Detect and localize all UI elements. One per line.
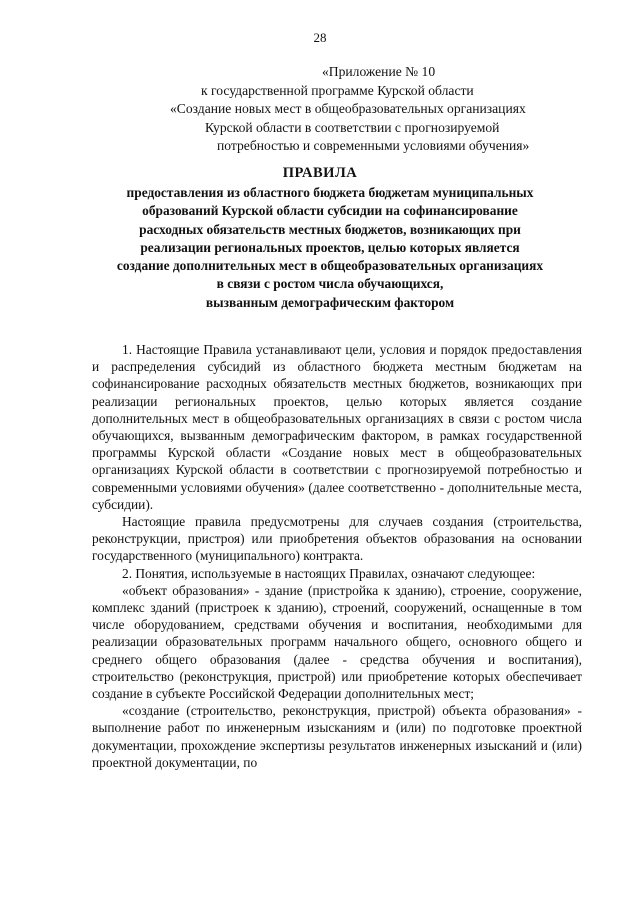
paragraph: 2. Понятия, используемые в настоящих Правилах, означают следующее: <box>122 565 536 581</box>
paragraph: Настоящие правила предусмотрены для случаев создания (строительства, реконструкции, пристроя) или приобретения объектов образования на основании государственного (муниципального) контракта. <box>92 514 582 564</box>
subtitle-line: реализации региональных проектов, целью которых является <box>140 239 520 255</box>
paragraph: «объект образования» - здание (пристройка к зданию), строение, сооружение, комплекс зданий (пристроек к зданию), строений, сооружений, оснащенные в том числе оборудованием, средствами обучения и воспитания, необходимыми для реализации образовательных программ начального общего, основного общего и среднего общего образования (далее - средства обучения и воспитания), строительство (реконструкция, пристрой) или приобретение которых обеспечивает создание в субъекте Российской Федерации дополнительных мест; <box>92 582 582 702</box>
page-number: 28 <box>313 30 327 45</box>
appendix-line: Курской области в соответствии с прогнозируемой <box>205 119 500 135</box>
subtitle-line: создание дополнительных мест в общеобразовательных организациях <box>116 258 544 274</box>
paragraph: 1. Настоящие Правила устанавливают цели, условия и порядок предоставления и распределения субсидий из областного бюджета местным бюджетам на софинансирование расходных обязательств местных бюджетов, возникающих при реализации региональных проектов, целью которых является создание дополнительных мест в общеобразовательных организациях в связи с ростом числа обучающихся, вызванным демографическим фактором, в рамках государственной программы Курской области «Создание новых мест в общеобразовательных организациях Курской области в соответствии с прогнозируемой потребностью и современными условиями обучения» (далее соответственно - дополнительные места, субсидии). <box>92 342 582 512</box>
appendix-line: «Приложение № 10 <box>322 64 436 79</box>
subtitle-line: в связи с ростом числа обучающихся, <box>216 276 444 292</box>
paragraph: «создание (строительство, реконструкция, пристрой) объекта образования» - выполнение работ по инженерным изысканиям и (или) по подготовке проектной документации, прохождение экспертизы результатов инженерных изысканий и (или) проектной документации, по <box>92 703 582 770</box>
document-title: ПРАВИЛА <box>282 165 358 181</box>
appendix-header <box>170 63 590 156</box>
appendix-line: потребностью и современными условиями обучения» <box>217 138 530 153</box>
subtitle-line: вызванным демографическим фактором <box>205 294 455 310</box>
body-text <box>92 341 582 771</box>
subtitle-line: образований Курской области субсидии на софинансирование <box>142 203 518 219</box>
document-subtitle <box>60 184 600 312</box>
subtitle-line: предоставления из областного бюджета бюджетам муниципальных <box>126 185 534 200</box>
appendix-line: «Создание новых мест в общеобразовательных организациях <box>170 101 526 116</box>
subtitle-line: расходных обязательств местных бюджетов, возникающих при <box>139 221 521 237</box>
appendix-line: к государственной программе Курской области <box>201 82 474 98</box>
